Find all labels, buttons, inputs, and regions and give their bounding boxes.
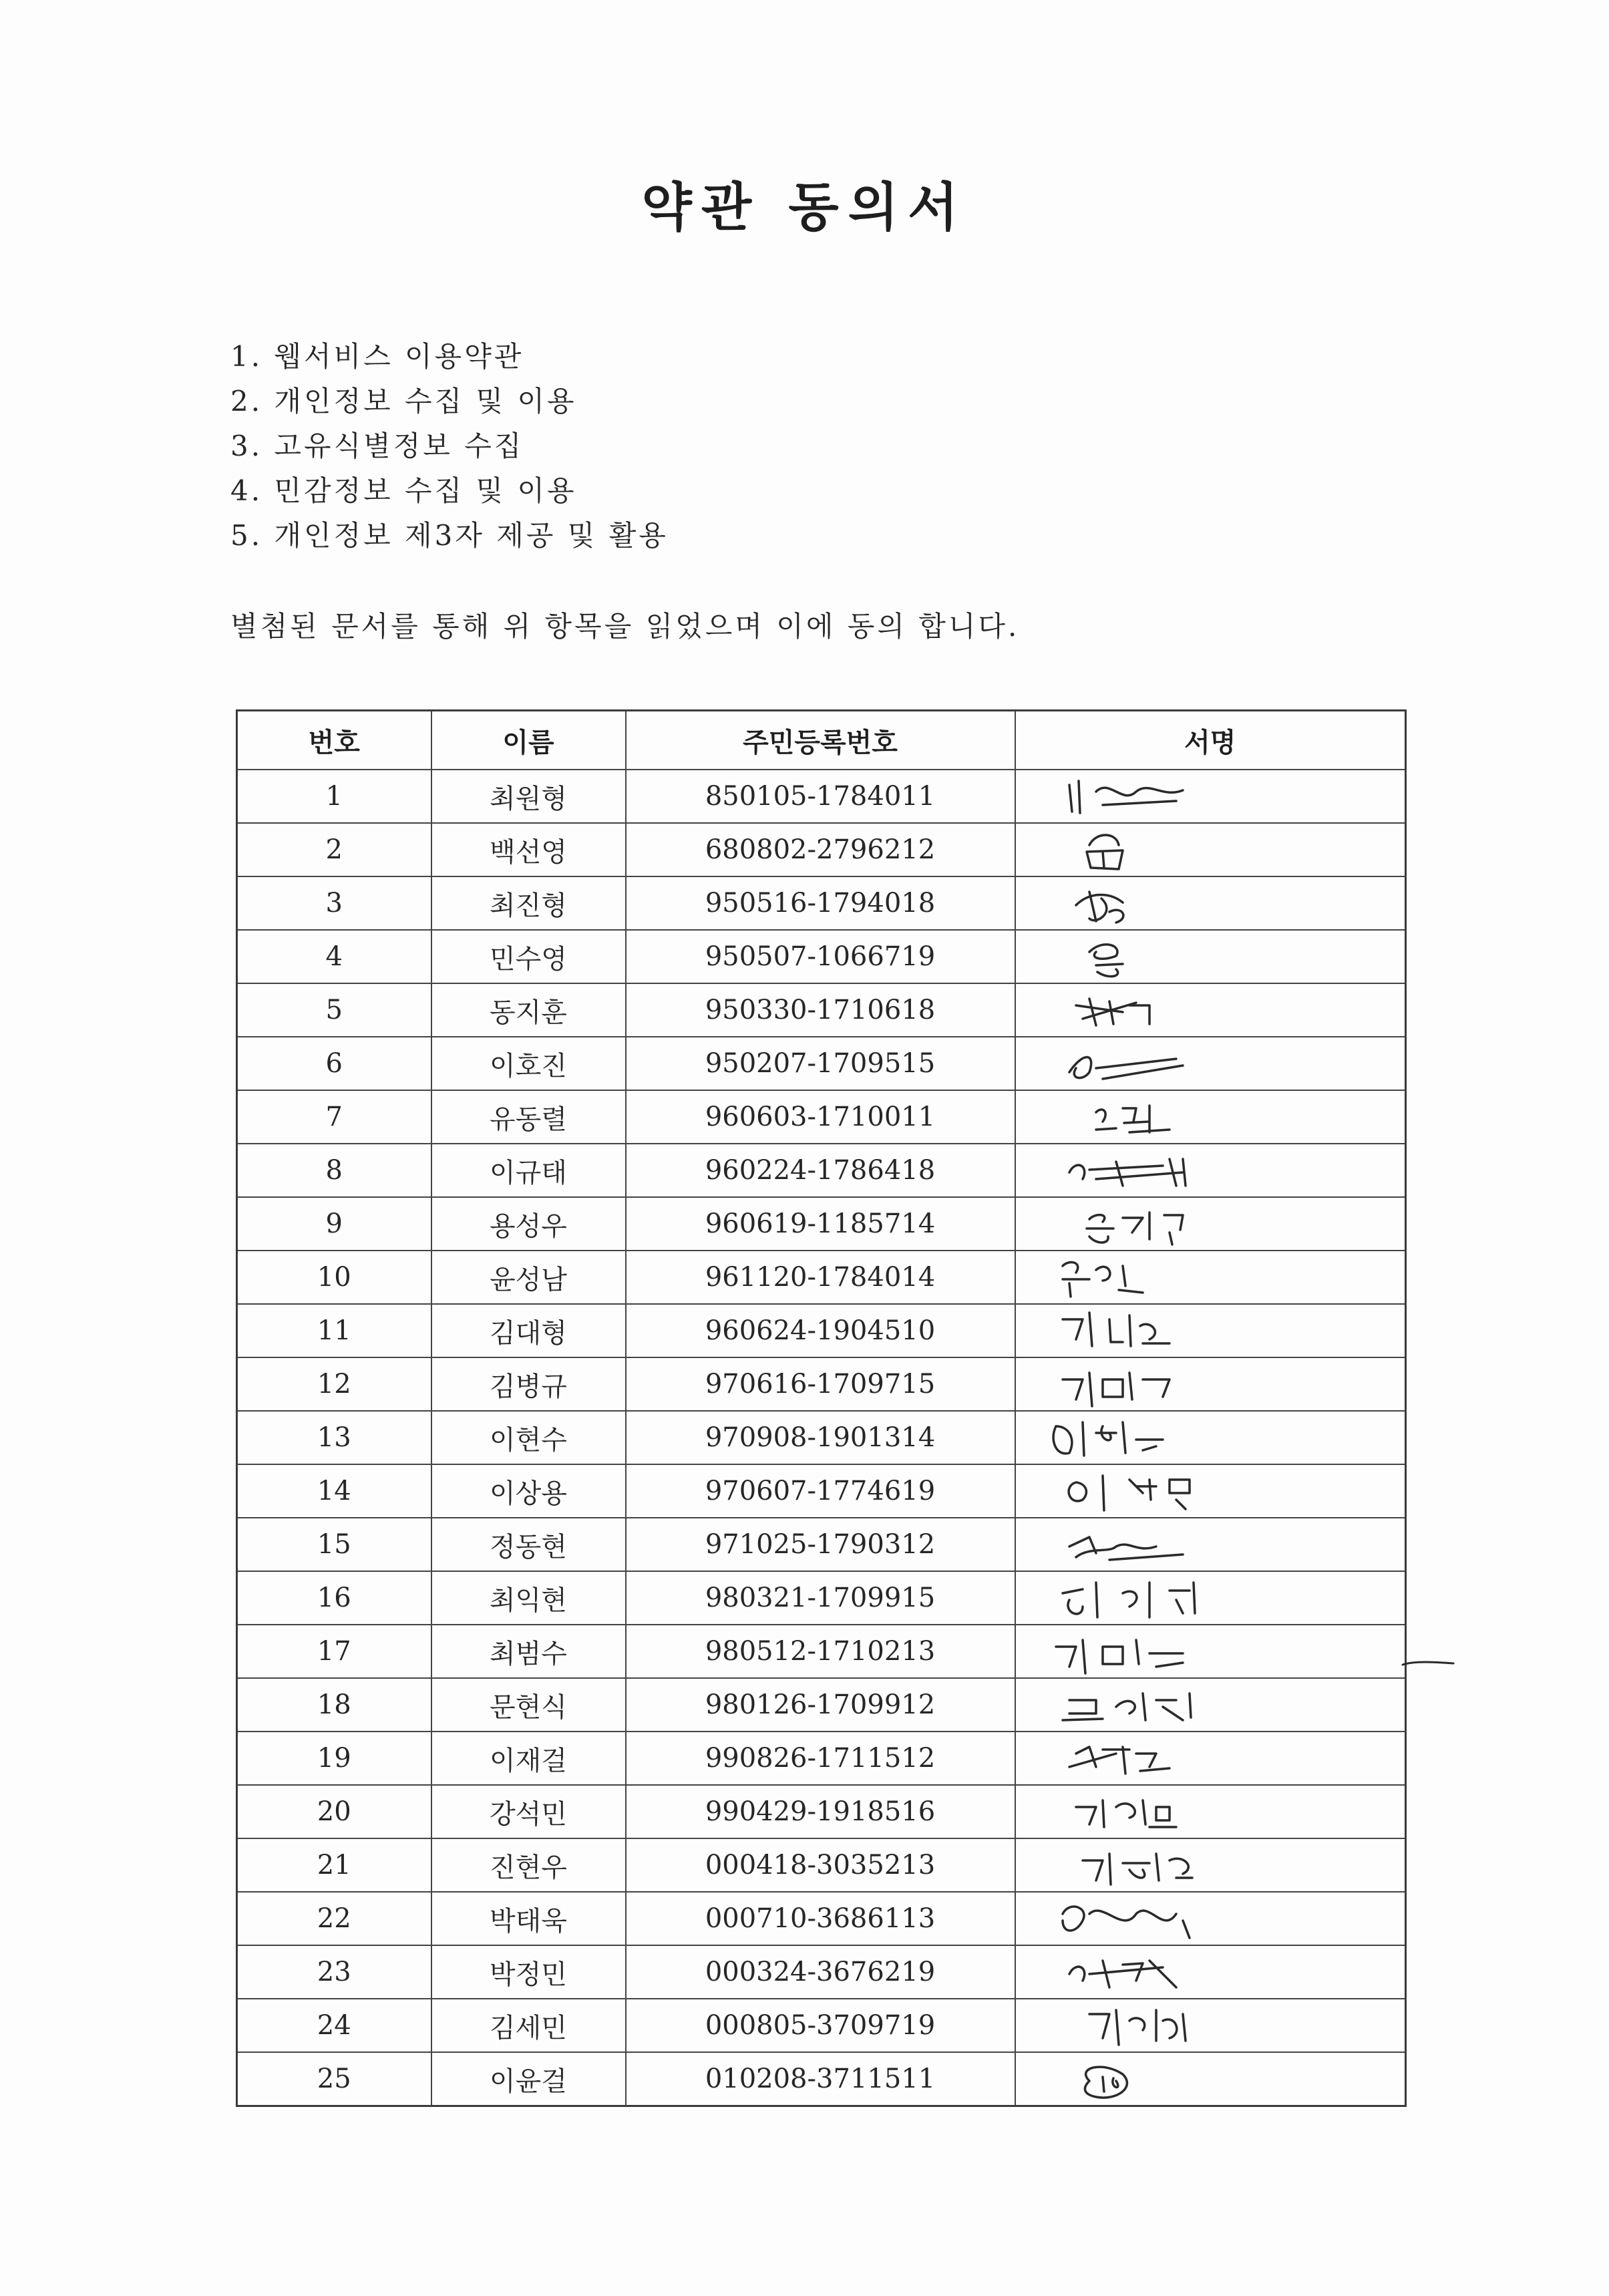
cell-name: 이재걸 <box>431 1732 626 1785</box>
handwritten-signature <box>1043 1253 1216 1302</box>
cell-name: 이호진 <box>431 1037 626 1090</box>
signature-stroke <box>1063 1263 1143 1297</box>
table-row <box>237 1144 1406 1197</box>
signature-stroke <box>1096 1106 1170 1132</box>
handwritten-signature <box>1043 1413 1216 1462</box>
signature-stroke <box>1076 999 1149 1025</box>
cell-signature <box>1015 1892 1406 1945</box>
handwritten-signature <box>1043 1627 1216 1676</box>
table-row <box>237 930 1406 983</box>
cell-signature <box>1015 1678 1406 1732</box>
cell-number: 21 <box>237 1838 431 1892</box>
cell-rrn: 950516-1794018 <box>626 876 1015 930</box>
signature-stroke <box>1069 1057 1183 1080</box>
table-row <box>237 1251 1406 1304</box>
cell-name: 김세민 <box>431 1999 626 2052</box>
cell-number: 17 <box>237 1625 431 1678</box>
handwritten-signature <box>1043 1199 1216 1249</box>
cell-number: 16 <box>237 1571 431 1625</box>
handwritten-signature <box>1043 1734 1216 1783</box>
cell-signature <box>1015 1197 1406 1251</box>
cell-name: 최익현 <box>431 1571 626 1625</box>
signature-stroke <box>1085 2067 1127 2098</box>
cell-signature <box>1015 770 1406 823</box>
handwritten-signature <box>1043 1520 1216 1569</box>
stray-pen-mark <box>1401 1655 1455 1669</box>
signature-stroke <box>1069 1476 1190 1510</box>
signature-stroke <box>1063 1907 1190 1938</box>
cell-rrn: 850105-1784011 <box>626 770 1015 823</box>
cell-number: 5 <box>237 983 431 1037</box>
cell-signature <box>1015 930 1406 983</box>
cell-number: 11 <box>237 1304 431 1357</box>
cell-rrn: 960619-1185714 <box>626 1197 1015 1251</box>
handwritten-signature <box>1043 1680 1216 1730</box>
handwritten-signature <box>1043 1306 1216 1355</box>
table-row <box>237 1037 1406 1090</box>
header-number: 번호 <box>237 711 431 770</box>
signature-stroke <box>1069 1747 1170 1774</box>
signature-stroke <box>1063 1583 1195 1617</box>
table-row <box>237 2052 1406 2106</box>
cell-signature <box>1015 2052 1406 2106</box>
cell-signature <box>1015 983 1406 1037</box>
handwritten-signature <box>1043 985 1216 1035</box>
cell-name: 박태욱 <box>431 1892 626 1945</box>
cell-signature <box>1015 1357 1406 1411</box>
cell-name: 정동현 <box>431 1518 626 1571</box>
cell-number: 12 <box>237 1357 431 1411</box>
cell-signature <box>1015 1838 1406 1892</box>
cell-rrn: 000418-3035213 <box>626 1838 1015 1892</box>
consent-item: 2. 개인정보 수집 및 이용 <box>230 385 577 418</box>
cell-number: 15 <box>237 1518 431 1571</box>
consent-statement: 별첨된 문서를 통해 위 항목을 읽었으며 이에 동의 합니다. <box>230 610 1020 643</box>
table-row <box>237 1892 1406 1945</box>
table-row <box>237 1411 1406 1464</box>
handwritten-signature <box>1043 1894 1216 1943</box>
handwritten-signature <box>1043 1787 1216 1836</box>
cell-signature <box>1015 823 1406 876</box>
cell-number: 3 <box>237 876 431 930</box>
cell-name: 최진형 <box>431 876 626 930</box>
table-row <box>237 1090 1406 1144</box>
cell-signature <box>1015 1571 1406 1625</box>
handwritten-signature <box>1043 1146 1216 1195</box>
cell-name: 진현우 <box>431 1838 626 1892</box>
header-rrn: 주민등록번호 <box>626 711 1015 770</box>
header-name: 이름 <box>431 711 626 770</box>
cell-signature <box>1015 1037 1406 1090</box>
signature-stroke <box>1063 1373 1170 1406</box>
cell-rrn: 970607-1774619 <box>626 1464 1015 1518</box>
cell-name: 이상용 <box>431 1464 626 1518</box>
signature-stroke <box>1089 2010 1186 2045</box>
cell-number: 20 <box>237 1785 431 1838</box>
signature-stroke <box>1069 781 1183 813</box>
cell-number: 6 <box>237 1037 431 1090</box>
cell-name: 문현식 <box>431 1678 626 1732</box>
cell-name: 김병규 <box>431 1357 626 1411</box>
cell-signature <box>1015 876 1406 930</box>
cell-name: 최원형 <box>431 770 626 823</box>
cell-number: 18 <box>237 1678 431 1732</box>
cell-rrn: 000710-3686113 <box>626 1892 1015 1945</box>
table-row <box>237 1945 1406 1999</box>
signature-table <box>236 709 1407 2107</box>
signature-stroke <box>1087 835 1123 869</box>
cell-name: 이규태 <box>431 1144 626 1197</box>
table-row <box>237 1838 1406 1892</box>
table-row <box>237 1304 1406 1357</box>
handwritten-signature <box>1043 825 1216 874</box>
cell-signature <box>1015 1625 1406 1678</box>
signature-stroke <box>1069 1961 1176 1987</box>
signature-stroke <box>1089 945 1123 977</box>
cell-name: 유동렬 <box>431 1090 626 1144</box>
signature-stroke <box>1069 1537 1183 1560</box>
cell-rrn: 960224-1786418 <box>626 1144 1015 1197</box>
handwritten-signature <box>1043 2001 1216 2050</box>
handwritten-signature <box>1043 1466 1216 1516</box>
table-row <box>237 823 1406 876</box>
cell-signature <box>1015 1251 1406 1304</box>
consent-item: 5. 개인정보 제3자 제공 및 활용 <box>230 519 669 552</box>
cell-number: 2 <box>237 823 431 876</box>
signature-stroke <box>1056 1640 1183 1673</box>
cell-number: 10 <box>237 1251 431 1304</box>
cell-rrn: 950207-1709515 <box>626 1037 1015 1090</box>
handwritten-signature <box>1043 1359 1216 1409</box>
consent-items-list <box>230 334 669 558</box>
cell-rrn: 000805-3709719 <box>626 1999 1015 2052</box>
table-row <box>237 1518 1406 1571</box>
cell-number: 14 <box>237 1464 431 1518</box>
cell-rrn: 980512-1710213 <box>626 1625 1015 1678</box>
table-row <box>237 1732 1406 1785</box>
signature-stroke <box>1076 892 1123 923</box>
cell-number: 19 <box>237 1732 431 1785</box>
header-signature: 서명 <box>1015 711 1406 770</box>
table-row <box>237 983 1406 1037</box>
consent-item: 3. 고유식별정보 수집 <box>230 430 524 462</box>
cell-number: 9 <box>237 1197 431 1251</box>
table-row <box>237 770 1406 823</box>
handwritten-signature <box>1043 1573 1216 1623</box>
signature-stroke <box>1076 1800 1176 1827</box>
cell-signature <box>1015 1144 1406 1197</box>
cell-rrn: 980321-1709915 <box>626 1571 1015 1625</box>
cell-name: 박정민 <box>431 1945 626 1999</box>
cell-number: 22 <box>237 1892 431 1945</box>
cell-name: 최범수 <box>431 1625 626 1678</box>
cell-rrn: 970908-1901314 <box>626 1411 1015 1464</box>
handwritten-signature <box>1043 1840 1216 1890</box>
cell-rrn: 980126-1709912 <box>626 1678 1015 1732</box>
handwritten-signature <box>1043 772 1216 821</box>
cell-rrn: 960603-1710011 <box>626 1090 1015 1144</box>
cell-number: 7 <box>237 1090 431 1144</box>
cell-rrn: 971025-1790312 <box>626 1518 1015 1571</box>
cell-signature <box>1015 1464 1406 1518</box>
signature-stroke <box>1083 1854 1192 1884</box>
cell-rrn: 010208-3711511 <box>626 2052 1015 2106</box>
cell-number: 25 <box>237 2052 431 2106</box>
consent-item: 4. 민감정보 수집 및 이용 <box>230 474 577 507</box>
table-row <box>237 876 1406 930</box>
cell-number: 8 <box>237 1144 431 1197</box>
cell-signature <box>1015 1304 1406 1357</box>
table-row <box>237 1999 1406 2052</box>
handwritten-signature <box>1043 932 1216 981</box>
cell-rrn: 970616-1709715 <box>626 1357 1015 1411</box>
handwritten-signature <box>1043 1039 1216 1088</box>
cell-number: 4 <box>237 930 431 983</box>
cell-number: 24 <box>237 1999 431 2052</box>
cell-name: 백선영 <box>431 823 626 876</box>
cell-rrn: 990826-1711512 <box>626 1732 1015 1785</box>
cell-signature <box>1015 1090 1406 1144</box>
table-header-row <box>237 711 1406 770</box>
handwritten-signature <box>1043 1947 1216 1997</box>
handwritten-signature <box>1043 1092 1216 1142</box>
handwritten-signature <box>1043 2054 1216 2104</box>
table-row <box>237 1357 1406 1411</box>
cell-name: 강석민 <box>431 1785 626 1838</box>
cell-rrn: 950330-1710618 <box>626 983 1015 1037</box>
cell-name: 윤성남 <box>431 1251 626 1304</box>
cell-rrn: 960624-1904510 <box>626 1304 1015 1357</box>
table-body <box>237 770 1406 2106</box>
cell-signature <box>1015 1945 1406 1999</box>
cell-signature <box>1015 1518 1406 1571</box>
cell-signature <box>1015 1999 1406 2052</box>
cell-name: 김대형 <box>431 1304 626 1357</box>
table-row <box>237 1197 1406 1251</box>
signature-stroke <box>1053 1422 1163 1456</box>
cell-name: 이윤걸 <box>431 2052 626 2106</box>
cell-signature <box>1015 1411 1406 1464</box>
cell-name: 용성우 <box>431 1197 626 1251</box>
cell-rrn: 680802-2796212 <box>626 823 1015 876</box>
cell-number: 13 <box>237 1411 431 1464</box>
cell-rrn: 950507-1066719 <box>626 930 1015 983</box>
cell-rrn: 990429-1918516 <box>626 1785 1015 1838</box>
table-row <box>237 1464 1406 1518</box>
table-row <box>237 1678 1406 1732</box>
signature-stroke <box>1063 1313 1170 1346</box>
signature-stroke <box>1063 1693 1191 1720</box>
cell-rrn: 000324-3676219 <box>626 1945 1015 1999</box>
cell-name: 민수영 <box>431 930 626 983</box>
handwritten-signature <box>1043 878 1216 928</box>
cell-signature <box>1015 1732 1406 1785</box>
table-row <box>237 1785 1406 1838</box>
cell-number: 23 <box>237 1945 431 1999</box>
cell-number: 1 <box>237 770 431 823</box>
signature-stroke <box>1069 1159 1186 1186</box>
table-row <box>237 1571 1406 1625</box>
cell-rrn: 961120-1784014 <box>626 1251 1015 1304</box>
table-row <box>237 1625 1406 1678</box>
cell-signature <box>1015 1785 1406 1838</box>
consent-item: 1. 웹서비스 이용약관 <box>230 340 524 373</box>
cell-name: 동지훈 <box>431 983 626 1037</box>
signature-stroke <box>1087 1212 1183 1245</box>
cell-name: 이현수 <box>431 1411 626 1464</box>
document-title: 약관 동의서 <box>641 178 968 238</box>
